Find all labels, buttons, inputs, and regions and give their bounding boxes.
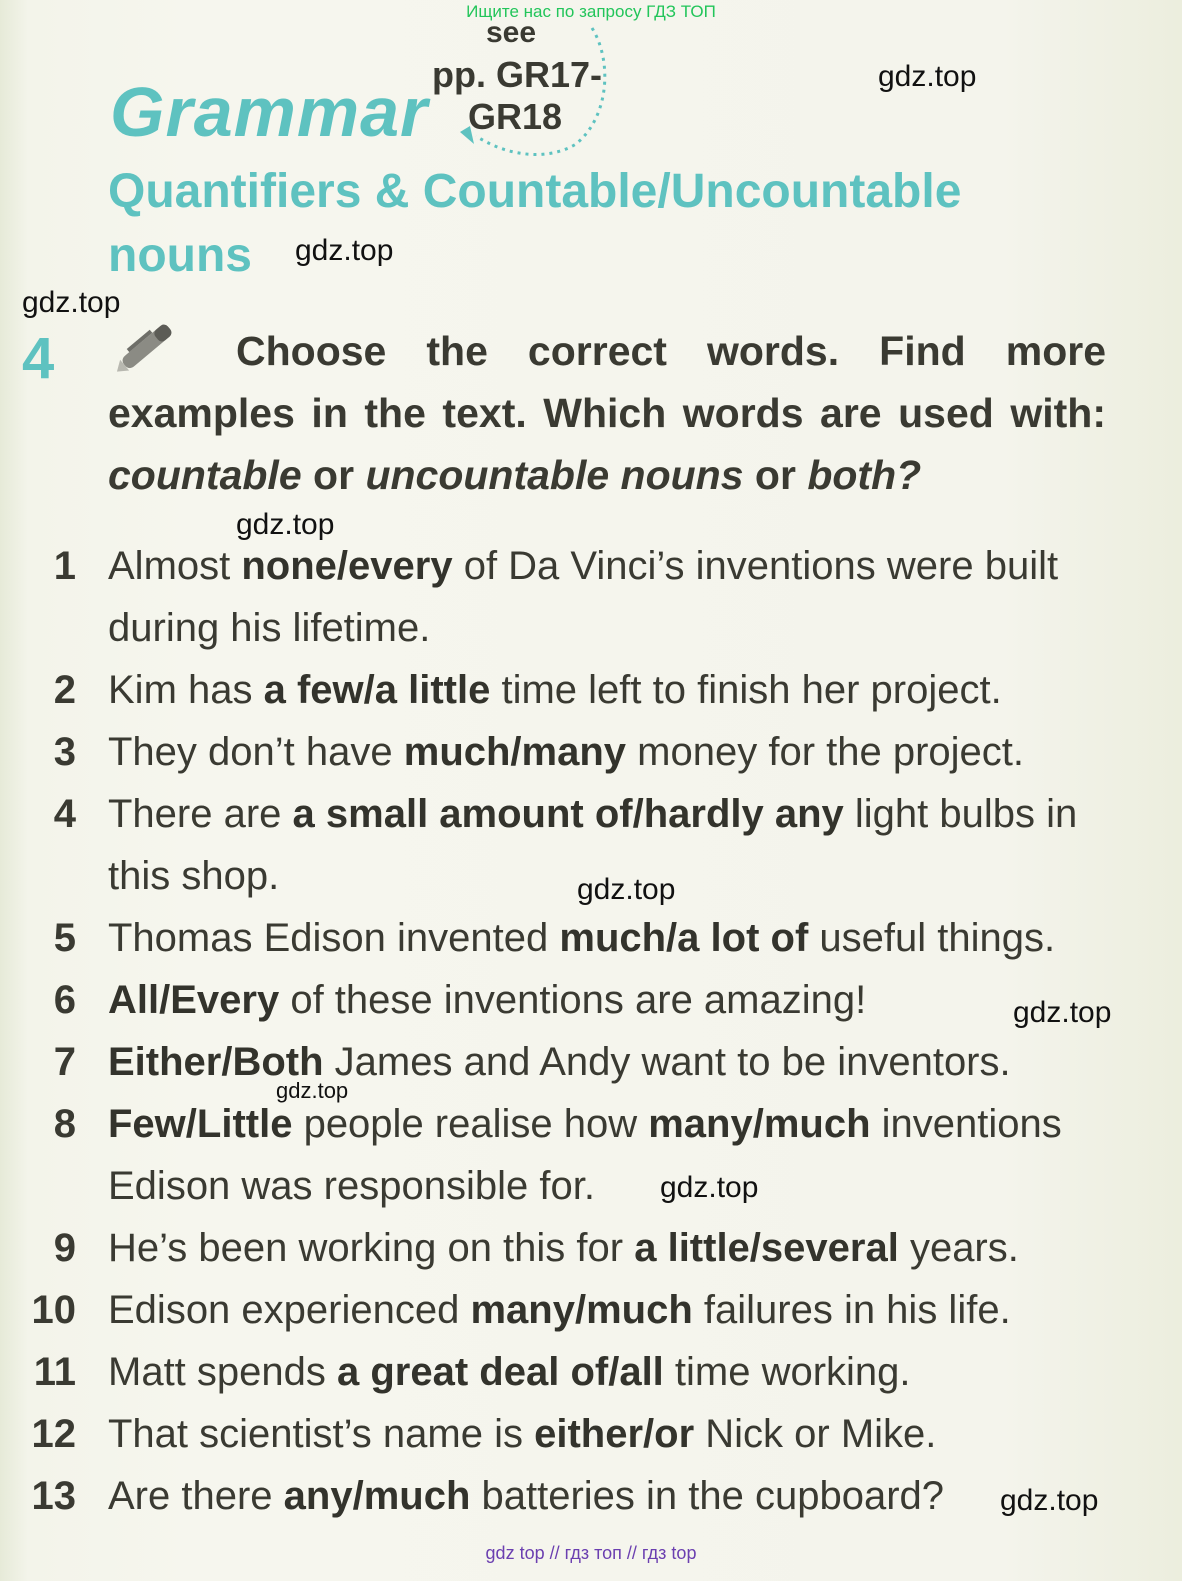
item-number: 1: [53, 544, 76, 588]
item-text: Edison experienced: [108, 1288, 471, 1332]
item-text: years.: [898, 1226, 1019, 1270]
item-choice[interactable]: a few/a little: [263, 668, 491, 712]
item-choice[interactable]: none/every: [241, 544, 453, 588]
item-choice[interactable]: a great deal of/all: [337, 1350, 664, 1394]
instruction-or-2: or: [743, 452, 808, 498]
item-choice[interactable]: Either/Both: [108, 1040, 324, 1084]
watermark: gdz.top: [878, 60, 977, 93]
exercise-item-9: [20, 1217, 1120, 1279]
instruction-or-1: or: [301, 452, 366, 498]
item-number: 11: [33, 1350, 76, 1394]
watermark: gdz.top: [577, 873, 676, 906]
item-text: batteries in the cupboard?: [470, 1474, 945, 1518]
item-text: failures in his life.: [692, 1288, 1011, 1332]
exercise-item-6: [20, 969, 1120, 1031]
reference-pages-line2: GR18: [468, 96, 563, 137]
exercise-item-11: [20, 1341, 1120, 1403]
reference-pages-line1: pp. GR17-: [432, 54, 603, 95]
item-number: 9: [53, 1226, 76, 1270]
exercise-instruction: [108, 320, 1106, 506]
item-number: 4: [53, 792, 76, 836]
item-choice[interactable]: either/or: [534, 1412, 695, 1456]
exercise-item-10: [20, 1279, 1120, 1341]
exercise-item-4: [20, 783, 1120, 907]
item-text: Kim has: [108, 668, 264, 712]
item-text: He’s been working on this for: [108, 1226, 635, 1270]
item-text: time left to finish her project.: [490, 668, 1002, 712]
exercise-number: 4: [22, 326, 55, 391]
subtitle: Quantifiers & Countable/Uncountable nouns: [108, 165, 962, 282]
instruction-both: both?: [807, 452, 922, 498]
item-choice[interactable]: much/a lot of: [559, 916, 809, 960]
item-text: of Da Vinci’s inventions were built during his lifetime.: [108, 544, 1059, 650]
instruction-text: Choose the correct words. Find more examples in the text. Which words are used with:: [108, 328, 1106, 436]
item-number: 10: [31, 1288, 76, 1332]
item-text: Matt spends: [108, 1350, 338, 1394]
item-text: light bulbs in this shop.: [108, 792, 1078, 898]
item-text: people realise how: [292, 1102, 649, 1146]
item-choice[interactable]: a small amount of/hardly any: [292, 792, 844, 836]
watermark: gdz.top: [660, 1171, 759, 1204]
instruction-countable: countable: [108, 452, 302, 498]
reference-see: see: [486, 16, 537, 49]
item-text: Are there: [108, 1474, 284, 1518]
item-text: Almost: [108, 544, 242, 588]
item-text: Nick or Mike.: [694, 1412, 937, 1456]
bottom-banner[interactable]: gdz top // гдз топ // гдз top: [485, 1543, 697, 1563]
item-text: inventions Edison was responsible for.: [108, 1102, 1062, 1208]
item-number: 7: [53, 1040, 76, 1084]
item-choice[interactable]: many/much: [470, 1288, 693, 1332]
exercise-item-2: [20, 659, 1120, 721]
watermark: gdz.top: [1000, 1484, 1099, 1517]
item-text: money for the project.: [626, 730, 1025, 774]
section-title: Grammar: [110, 73, 429, 151]
item-number: 8: [53, 1102, 76, 1146]
exercise-item-1: [20, 535, 1120, 659]
exercise-item-3: [20, 721, 1120, 783]
item-number: 12: [31, 1412, 76, 1456]
item-number: 3: [53, 730, 76, 774]
exercise-item-7: [20, 1031, 1120, 1093]
item-number: 6: [53, 978, 76, 1022]
watermark: gdz.top: [22, 286, 121, 319]
item-text: of these inventions are amazing!: [279, 978, 867, 1022]
watermark: gdz.top: [1013, 996, 1112, 1029]
watermark: gdz.top: [236, 508, 335, 541]
item-choice[interactable]: Few/Little: [108, 1102, 293, 1146]
watermark: gdz.top: [276, 1078, 349, 1103]
exercise-item-8: [20, 1093, 1120, 1217]
item-text: Thomas Edison invented: [108, 916, 560, 960]
item-number: 13: [31, 1474, 76, 1518]
item-choice[interactable]: a little/several: [634, 1226, 899, 1270]
item-text: That scientist’s name is: [108, 1412, 535, 1456]
item-choice[interactable]: any/much: [283, 1474, 471, 1518]
watermark: gdz.top: [295, 234, 394, 267]
item-text: useful things.: [808, 916, 1056, 960]
item-text: They don’t have: [108, 730, 404, 774]
top-banner[interactable]: Ищите нас по запросу ГДЗ ТОП: [466, 2, 716, 21]
item-choice[interactable]: much/many: [403, 730, 627, 774]
exercise-item-5: [20, 907, 1120, 969]
item-text: James and Andy want to be inventors.: [323, 1040, 1011, 1084]
exercise-items: [20, 535, 1120, 1527]
grammar-reference-bubble: [430, 16, 620, 160]
item-number: 2: [53, 668, 76, 712]
instruction-uncountable: uncountable nouns: [365, 452, 744, 498]
item-text: time working.: [663, 1350, 911, 1394]
item-choice[interactable]: All/Every: [108, 978, 280, 1022]
item-text: There are: [108, 792, 293, 836]
item-number: 5: [53, 916, 76, 960]
exercise-item-12: [20, 1403, 1120, 1465]
item-choice[interactable]: many/much: [648, 1102, 871, 1146]
exercise-item-13: [20, 1465, 1120, 1527]
